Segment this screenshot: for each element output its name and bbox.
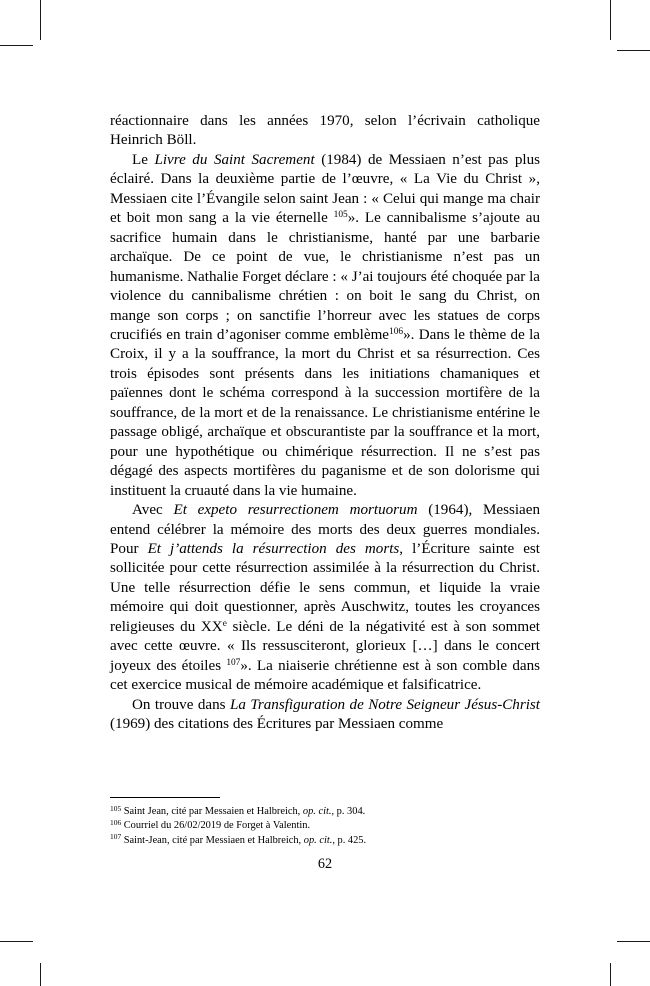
- text-run: , p. 425.: [332, 834, 367, 846]
- text-run: ». Dans le thème de la Croix, il y a la souffrance, la mort du Christ et sa résurrection. Ces trois épisodes sont présents dans les initiations chamaniques et païennes dont le schéma correspond à la succession mortifère de la souffrance, de la mort et de la renaissance. Le christianisme entérine le passage obligé, archaïque et obscurantiste par la souffrance et la mort, pour une hypothétique ou chimérique résurrection. Il ne s’est pas dégagé des aspects mortifères du paganisme et de son dolorisme qui instituent la cruauté dans la vie humaine.: [110, 326, 541, 499]
- text-run: Le: [132, 151, 155, 168]
- footnote-number[interactable]: 105: [110, 803, 122, 813]
- crop-mark-bottom-left-vertical: [40, 963, 41, 986]
- footnote-number[interactable]: 106: [110, 818, 122, 828]
- page-number: 62: [317, 856, 333, 872]
- text-run: (1984) de Messiaen n’est pas plus éclairé. Dans la deuxième partie de l’œuvre, « La Vie du Christ », Messiaen cite l’Évangile selon saint Jean : « Celui qui mange ma chair et boit mon sang a la vie éternelle: [110, 151, 540, 227]
- paragraph: [110, 696, 540, 735]
- text-run: Saint-Jean, cité par Messiaen et Halbreich,: [123, 834, 304, 846]
- footnote-list: [110, 805, 540, 848]
- text-run: , l’Écriture sainte est sollicitée pour cette résurrection assimilée à la résurrection du Christ. Une telle résurrection défie le sens commun, et liquide la vraie mémoire qui doit questionner, après Auschwitz, toutes les croyances religieuses du XX: [110, 540, 540, 635]
- footnote-separator-rule: [110, 797, 220, 798]
- text-run: ». La niaiserie chrétienne est à son comble dans cet exercice musical de mémoire académique et falsificatrice.: [110, 657, 540, 694]
- footnote-reference[interactable]: 105: [333, 210, 348, 221]
- footnote-item: [110, 834, 540, 848]
- text-run: Courriel du 26/02/2019 de Forget à Valentin.: [123, 820, 311, 832]
- paragraph: [110, 501, 540, 696]
- ordinal-superscript: e: [222, 618, 227, 629]
- text-run: Saint Jean, cité par Messaien et Halbreich,: [123, 806, 303, 817]
- crop-mark-bottom-left-horizontal: [0, 941, 33, 942]
- text-run: Avec: [132, 502, 174, 519]
- italic-title: op. cit.: [303, 834, 333, 846]
- text-run: réactionnaire dans les années 1970, selon l’écrivain catholique Heinrich Böll.: [110, 113, 540, 149]
- footnote-reference[interactable]: 106: [389, 327, 404, 338]
- body-text: [110, 112, 540, 735]
- crop-mark-bottom-right-horizontal: [617, 941, 650, 942]
- text-run: ». Le cannibalisme s’ajoute au sacrifice humain dans le christianisme, hanté par une barbarie archaïque. De ce point de vue, le christianisme n’est pas un humanisme. Nathalie Forget déclare : « J’ai toujours été choquée par la violence du cannibalisme chrétien : on boit le sang du Christ, on mange son corps ; on sanctifie l’horreur avec les statues de corps crucifiés en train d’agoniser comme emblème: [110, 210, 540, 343]
- footnote-item: [110, 819, 540, 833]
- text-run: siècle. Le déni de la négativité est à son sommet avec cette œuvre. « Ils ressusciteront, glorieux […] dans le concert joyeux des étoiles: [110, 618, 540, 674]
- crop-mark-top-left-horizontal: [0, 45, 33, 46]
- page-text-block: [110, 112, 540, 735]
- text-run: (1964), Messiaen entend célébrer la mémoire des morts des deux guerres mondiales. Pour: [110, 502, 540, 557]
- italic-title: Livre du Saint Sacrement: [154, 151, 315, 168]
- text-run: (1969) des citations des Écritures par Messiaen comme: [110, 716, 444, 733]
- paragraph: [110, 151, 540, 501]
- crop-mark-top-left-vertical: [40, 0, 41, 40]
- text-run: p. 304.: [334, 806, 366, 817]
- crop-mark-top-right-horizontal: [617, 50, 650, 51]
- italic-title: op. cit.,: [302, 806, 335, 817]
- paragraph: [110, 112, 540, 151]
- italic-title: La Transfiguration de Notre Seigneur Jésus-Christ: [229, 696, 540, 713]
- italic-title: Et j’attends la résurrection des morts: [147, 540, 400, 557]
- italic-title: Et expeto resurrectionem mortuorum: [173, 502, 418, 519]
- footnote-item: [110, 805, 540, 819]
- crop-mark-top-right-vertical: [610, 0, 611, 40]
- footnote-reference[interactable]: 107: [226, 657, 241, 668]
- footnote-number[interactable]: 107: [110, 832, 122, 842]
- footnote-area: [110, 797, 540, 848]
- crop-mark-bottom-right-vertical: [610, 963, 611, 986]
- text-run: On trouve dans: [132, 696, 230, 713]
